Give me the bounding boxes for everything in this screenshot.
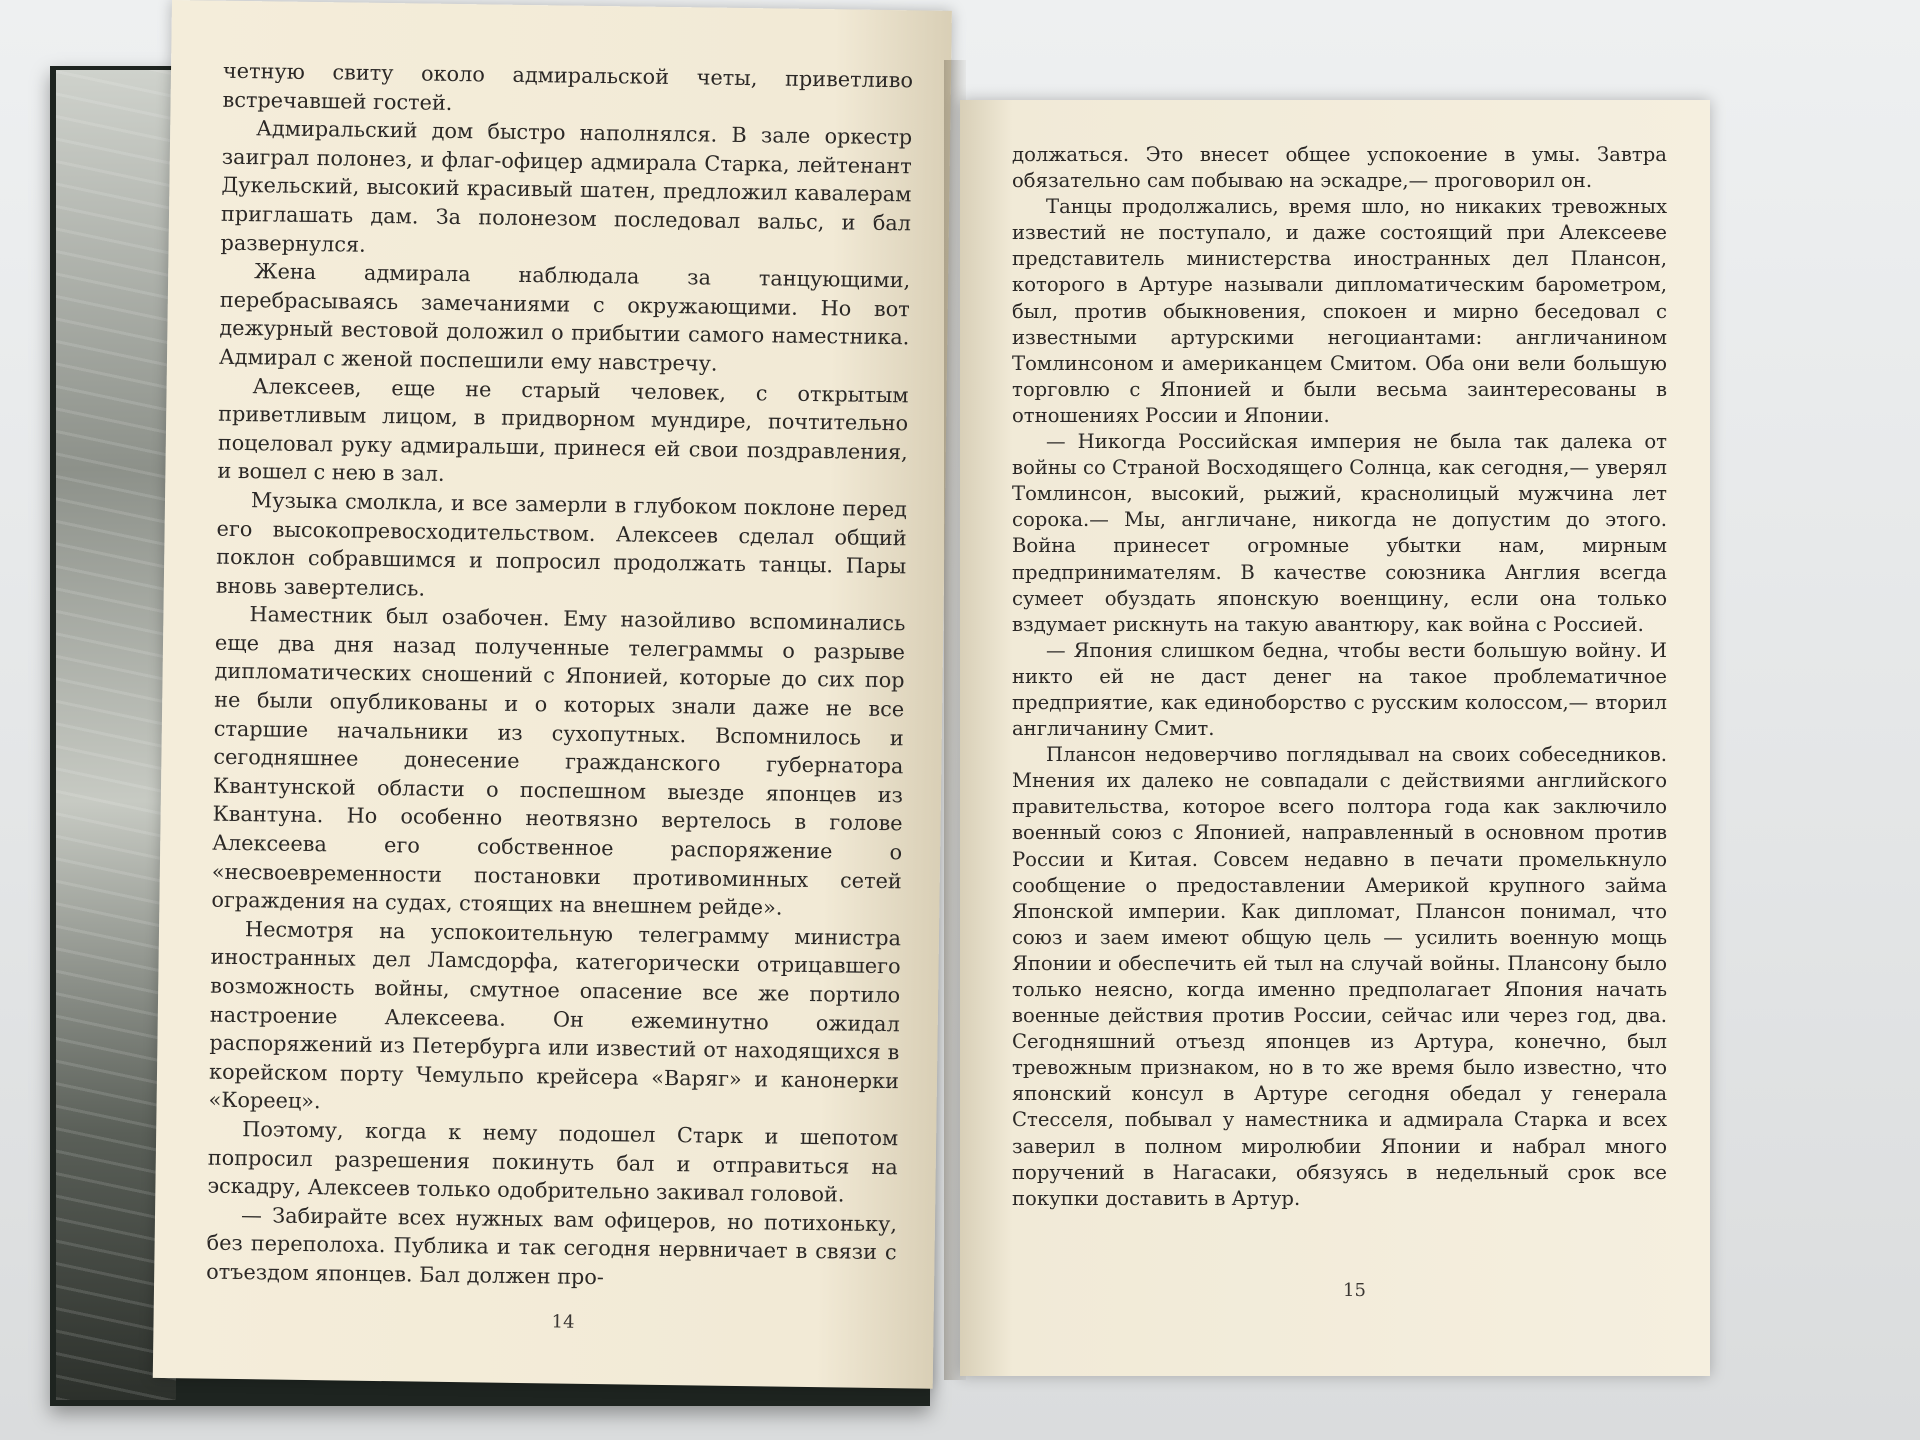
paragraph: четную свиту около адмиральской четы, приветливо встречавшей гостей. bbox=[222, 58, 914, 115]
paragraph: Плансон недоверчиво поглядывал на своих собеседников. Мнения их далеко не совпадали с действиями английского правительства, которое всего полтора года как заключило военный союз с Японией, направленный в основном против России и Китая. Совсем недавно в печати промелькнуло сообщение о предоставлении Америкой крупного займа Японской империи. Как дипломат, Плансон понимал, что союз и заем имеют общую цель — усилить военную мощь Японии и обеспечить ей тыл на случай войны. Плансону было только неясно, когда именно предполагает Япония начать военные действия против России, сейчас или через год, два. Сегодняшний отъезд японцев из Артура, конечно, был тревожным признаком, но в то же время было известно, что японский консул в Артуре сегодня обедал у генерала Стесселя, побывал у наместника и адмирала Старка и всех заверил в полном миролюбии Японии и набрал много поручений в Нагасаки, обязуясь в недельный срок все покупки доставить в Артур. bbox=[1012, 743, 1667, 1210]
page-number: 14 bbox=[551, 1311, 575, 1333]
paragraph: — Никогда Российская империя не была так далека от войны со Страной Восходящего Солнца, как сегодня,— уверял Томлинсон, высокий, рыжий, краснолицый мужчина лет сорока.— Мы, англичане, никогда не допустим до этого. Война принесет огромные убытки нам, мирным предпринимателям. В качестве союзника Англия всегда сумеет обуздать японскую военщину, если она только вздумает рискнуть на такую авантюру, как война с Россией. bbox=[1012, 430, 1667, 636]
paragraph: — Забирайте всех нужных вам офицеров, но потихоньку, без переполоха. Публика и так сегодня нервничает в связи с отъездом японцев. Бал должен про- bbox=[206, 1202, 898, 1290]
paragraph: Жена адмирала наблюдала за танцующими, перебрасываясь замечаниями с окружающими. Но вот дежурный вестовой доложил о прибытии самого наместника. Адмирал с женой поспешили ему навстречу. bbox=[218, 259, 911, 376]
paragraph: — Япония слишком бедна, чтобы вести большую войну. И никто ей не даст денег на такое проблематичное предприятие, как единоборство с русским колоссом,— вторил англичанину Смит. bbox=[1012, 638, 1667, 741]
paragraph: Адмиральский дом быстро наполнялся. В зале оркестр заиграл полонез, и флаг-офицер адмирала Старка, лейтенант Дукельский, высокий красивый шатен, предложил кавалерам приглашать дам. За полонезом последовал вальс, и бал развернулся. bbox=[220, 116, 913, 257]
paragraph: Наместник был озабочен. Ему назойливо вспоминались еще два дня назад полученные телеграммы о разрыве дипломатических сношений с Японией, которые до сих пор не были опубликованы и о которых знали даже не все старшие начальники из сухопутных. Вспомнилось и сегодняшнее донесение гражданского губернатора Квантунской области о поспешном выезде японцев из Квантуна. Но особенно неотвязно вертелось в голове Алексеева его собственное распоряжение о «несвоевременности постановки противоминных сетей ограждения на судах, стоящих на внешнем рейде». bbox=[211, 602, 906, 920]
paragraph: Музыка смолкла, и все замерли в глубоком поклоне перед его высокопревосходительством. Алексеев сделал общий поклон собравшимся и попросил продолжать танцы. Пары вновь завертелись. bbox=[215, 488, 908, 601]
paragraph: Несмотря на успокоительную телеграмму министра иностранных дел Ламсдорфа, категорически отрицавшего возможность войны, смутное опасение все же портило настроение Алексеева. Он ежеминутно ожидал распоряжений из Петербурга или известий от находящихся в корейском порту Чемульпо крейсера «Варяг» и канонерки «Кореец». bbox=[208, 916, 902, 1114]
left-page bbox=[153, 0, 952, 1389]
paragraph: Поэтому, когда к нему подошел Старк и шепотом попросил разрешения покинуть бал и отправиться на эскадру, Алексеев только одобрительно закивал головой. bbox=[207, 1117, 899, 1207]
paragraph: должаться. Это внесет общее успокоение в умы. Завтра обязательно сам побываю на эскадре,— проговорил он. bbox=[1012, 143, 1667, 193]
paragraph: Алексеев, еще не старый человек, с открытым приветливым лицом, в придворном мундире, почтительно поцеловал руку адмиральши, принеся ей свои поздравления, и вошел с нею в зал. bbox=[217, 373, 909, 487]
left-page-text bbox=[206, 57, 913, 1296]
page-number: 15 bbox=[1343, 1280, 1366, 1301]
right-page bbox=[960, 100, 1710, 1376]
right-page-text bbox=[1012, 142, 1667, 1212]
paragraph: Танцы продолжались, время шло, но никаких тревожных известий не поступало, и даже состоящий при Алексееве представитель министерства иностранных дел Плансон, которого в Артуре называли дипломатическим барометром, был, против обыкновения, спокоен и мирно беседовал с известными артурскими негоциантами: англичанином Томлинсоном и американцем Смитом. Оба они вели большую торговлю с Японией и были весьма заинтересованы в отношениях России и Японии. bbox=[1012, 195, 1667, 427]
